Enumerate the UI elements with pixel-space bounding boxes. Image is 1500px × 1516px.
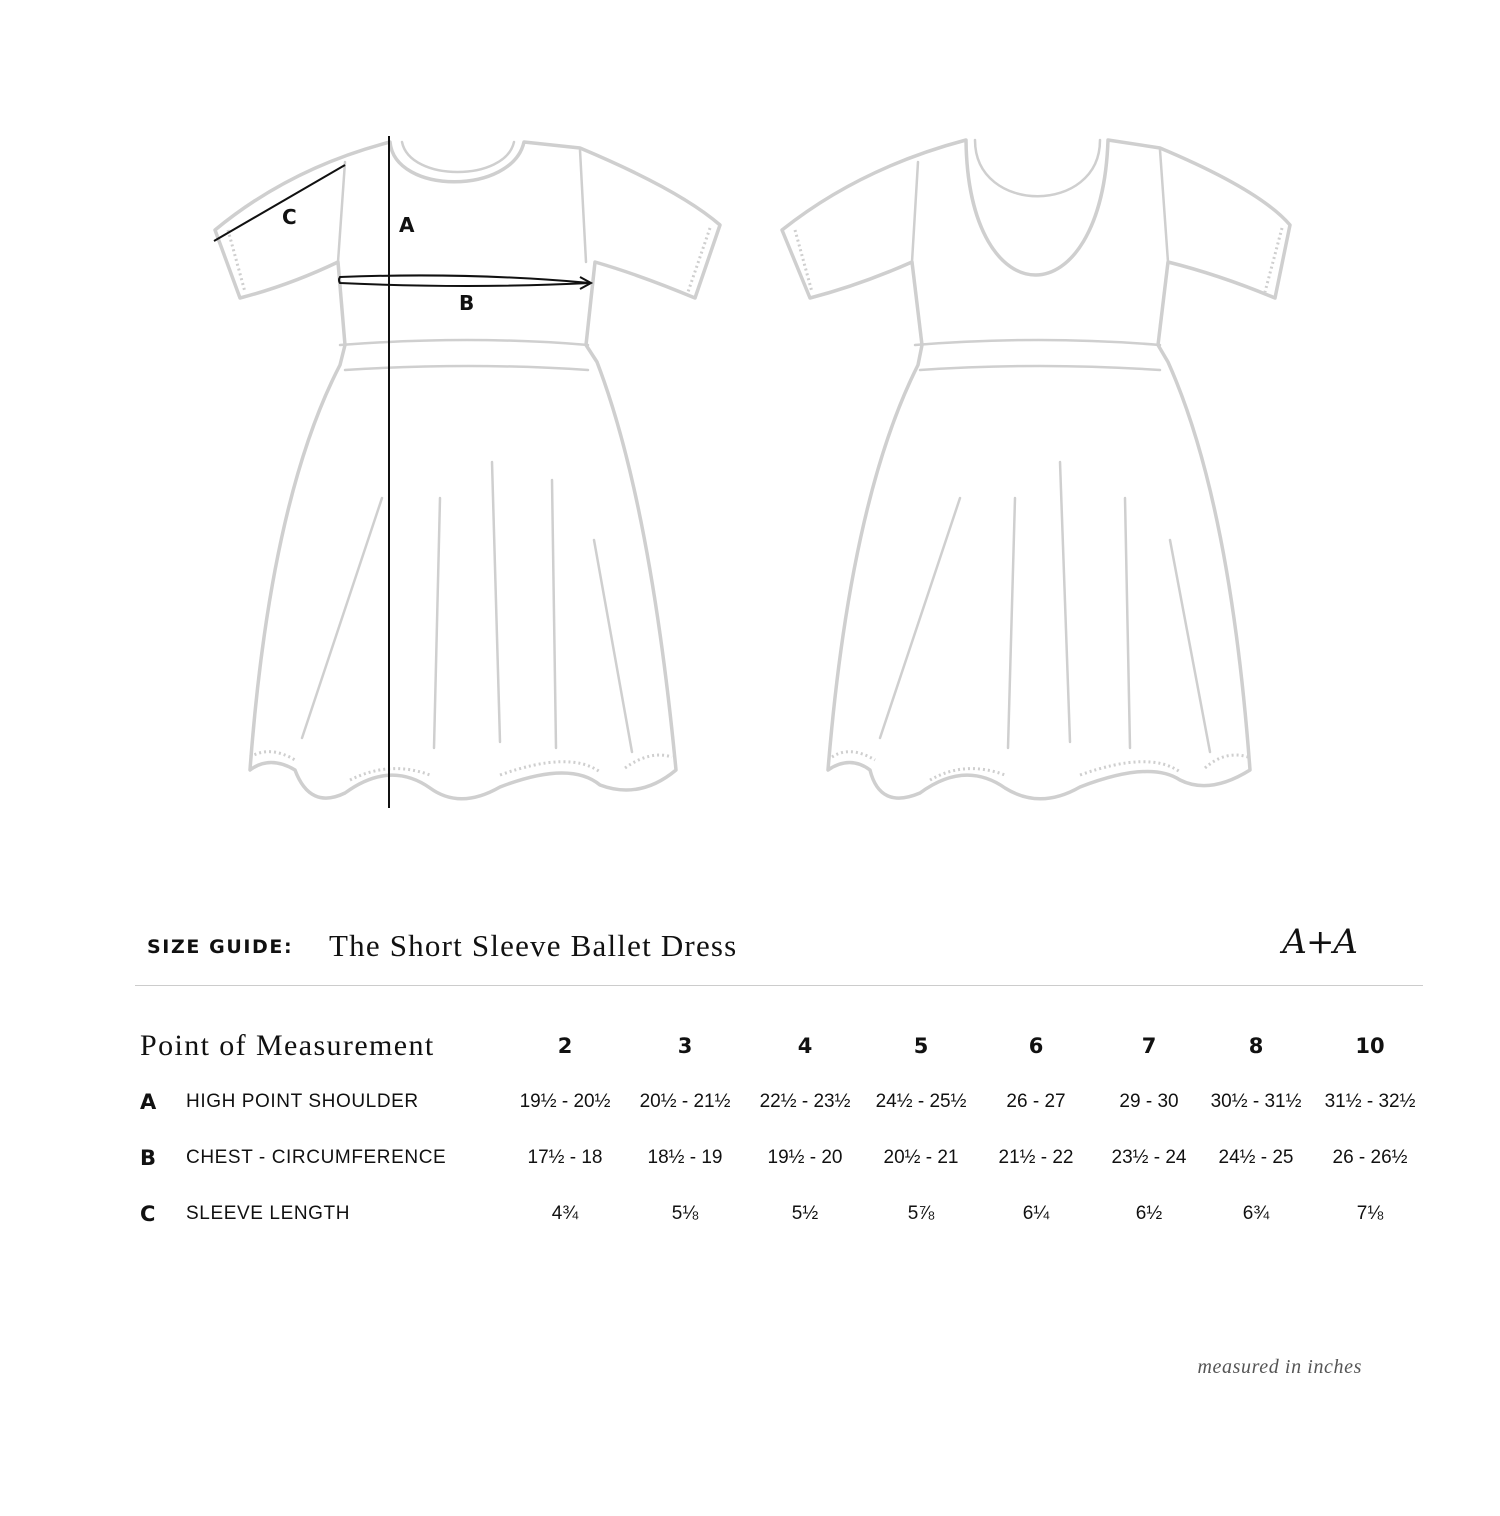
row-label: SLEEVE LENGTH xyxy=(186,1203,351,1224)
product-title: The Short Sleeve Ballet Dress xyxy=(329,928,738,963)
table-cell: 6¼ xyxy=(1022,1203,1050,1224)
table-cell: 17½ - 18 xyxy=(527,1147,603,1168)
table-cell: 26 - 26½ xyxy=(1332,1147,1408,1168)
table-cell: 5⅛ xyxy=(671,1203,699,1224)
table-cell: 22½ - 23½ xyxy=(759,1091,851,1112)
size-header: 8 xyxy=(1248,1034,1264,1058)
size-header: 7 xyxy=(1141,1034,1157,1058)
row-label: CHEST - CIRCUMFERENCE xyxy=(186,1147,447,1168)
measure-line-c xyxy=(214,165,345,241)
units-footnote: measured in inches xyxy=(1197,1356,1362,1378)
row-letter: A xyxy=(140,1090,157,1114)
table-cell: 19½ - 20 xyxy=(767,1147,843,1168)
table-row xyxy=(140,1130,1432,1186)
table-cell: 19½ - 20½ xyxy=(519,1091,611,1112)
size-table xyxy=(140,1018,1432,1242)
dress-front-view xyxy=(215,142,720,799)
brand-logo: A+A xyxy=(1282,922,1357,962)
table-cell: 20½ - 21½ xyxy=(639,1091,731,1112)
table-cell: 20½ - 21 xyxy=(883,1147,959,1168)
table-cell: 7⅛ xyxy=(1356,1203,1384,1224)
title-prefix: SIZE GUIDE: xyxy=(147,936,294,958)
table-cell: 31½ - 32½ xyxy=(1324,1091,1416,1112)
table-cell: 26 - 27 xyxy=(1006,1091,1066,1112)
table-cell: 5½ xyxy=(791,1203,819,1224)
column-header-point-of-measurement: Point of Measurement xyxy=(140,1029,435,1062)
label-a: A xyxy=(399,213,415,237)
table-cell: 6½ xyxy=(1135,1203,1163,1224)
table-cell: 24½ - 25 xyxy=(1218,1147,1294,1168)
measurement-markers xyxy=(214,136,591,808)
table-cell: 6¾ xyxy=(1242,1203,1270,1224)
table-cell: 29 - 30 xyxy=(1119,1091,1179,1112)
size-header-row xyxy=(140,1018,1432,1074)
size-header: 3 xyxy=(677,1034,693,1058)
table-cell: 18½ - 19 xyxy=(647,1147,723,1168)
size-header: 5 xyxy=(913,1034,929,1058)
table-cell: 4¾ xyxy=(551,1203,579,1224)
table-row xyxy=(140,1186,1432,1242)
label-c: C xyxy=(282,205,297,229)
size-header: 10 xyxy=(1355,1034,1385,1058)
size-guide-header xyxy=(147,922,1367,968)
label-b: B xyxy=(459,291,475,315)
table-cell: 30½ - 31½ xyxy=(1210,1091,1302,1112)
row-label: HIGH POINT SHOULDER xyxy=(186,1091,419,1112)
size-header: 2 xyxy=(557,1034,573,1058)
size-header: 6 xyxy=(1028,1034,1044,1058)
row-letter: C xyxy=(140,1202,156,1226)
header-divider xyxy=(135,985,1423,986)
dress-back-view xyxy=(782,140,1290,799)
table-cell: 21½ - 22 xyxy=(998,1147,1074,1168)
table-row xyxy=(140,1074,1432,1130)
size-header: 4 xyxy=(797,1034,813,1058)
table-cell: 23½ - 24 xyxy=(1111,1147,1187,1168)
row-letter: B xyxy=(140,1146,157,1170)
table-cell: 24½ - 25½ xyxy=(875,1091,967,1112)
table-cell: 5⅞ xyxy=(907,1203,935,1224)
measure-line-b xyxy=(339,275,590,286)
